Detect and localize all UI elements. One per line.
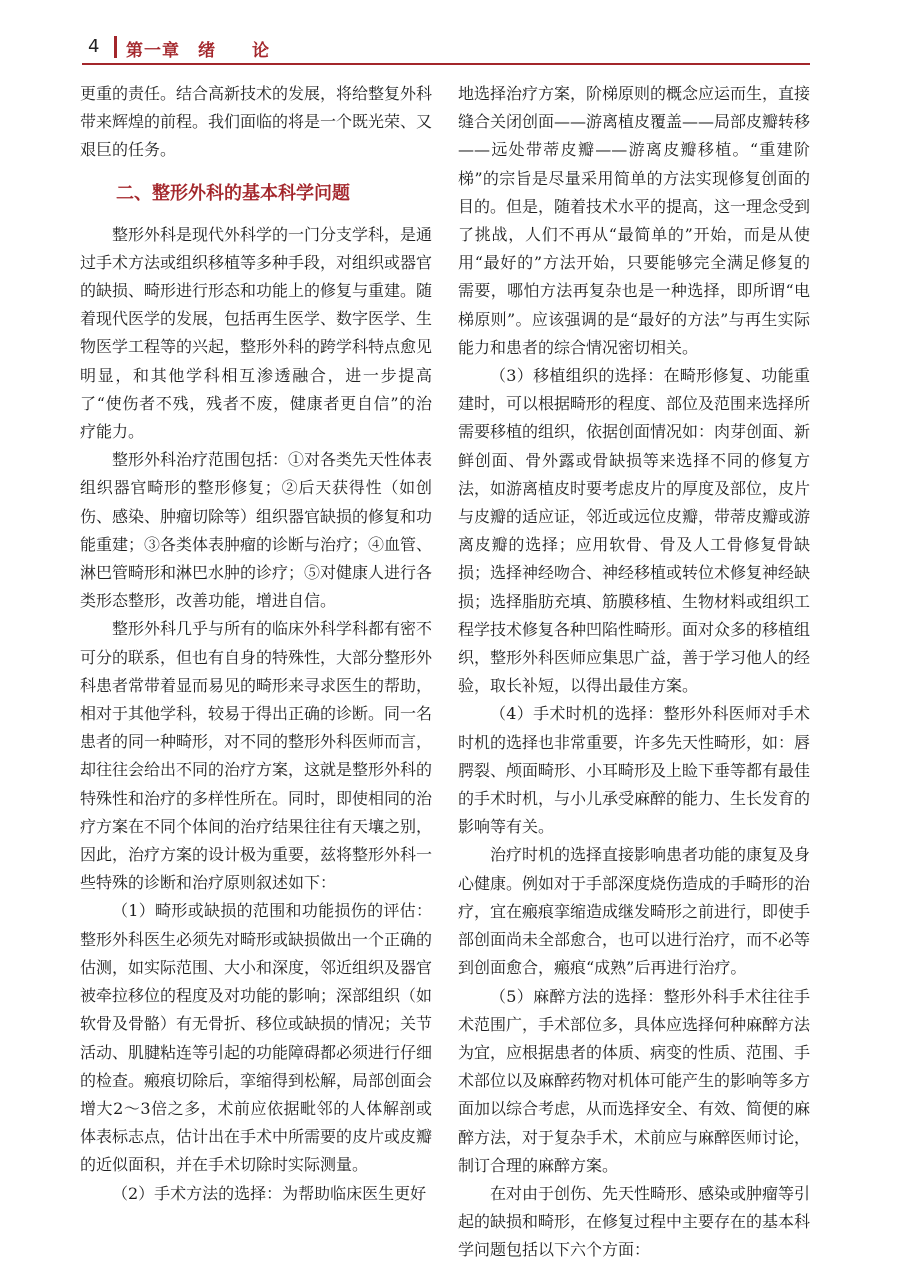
section-heading: 二、整形外科的基本科学问题 <box>116 182 350 204</box>
paragraph: 整形外科治疗范围包括：①对各类先天性体表组织器官畸形的整形修复；②后天获得性（如创伤、感染、肿瘤切除等）组织器官缺损的修复和功能重建；③各类体表肿瘤的诊断与治疗；④血管、淋巴管畸形和淋巴水肿的诊疗；⑤对健康人进行各类形态整形，改善功能，增进自信。 <box>80 450 433 611</box>
page-header <box>82 34 810 62</box>
left-column <box>80 80 432 1208</box>
chapter-title: 第一章 绪 论 <box>126 41 270 61</box>
paragraph: （2）手术方法的选择：为帮助临床医生更好 <box>112 1183 427 1203</box>
page-number: 4 <box>88 36 100 57</box>
paragraph: （5）麻醉方法的选择：整形外科手术往往手术范围广，手术部位多，具体应选择何种麻醉方法为宜，应根据患者的体质、病变的性质、范围、手术部位以及麻醉药物对机体可能产生的影响等多方面加以综合考虑，从而选择安全、有效、简便的麻醉方法，对于复杂手术，术前应与麻醉医师讨论，制订合理的麻醉方案。 <box>458 986 811 1175</box>
right-column <box>458 80 810 1265</box>
header-divider <box>114 36 117 58</box>
paragraph: 更重的责任。结合高新技术的发展，将给整复外科带来辉煌的前程。我们面临的将是一个既光荣、又艰巨的任务。 <box>80 84 433 160</box>
header-rule <box>82 63 810 65</box>
paragraph: 整形外科几乎与所有的临床外科学科都有密不可分的联系，但也有自身的特殊性，大部分整形外科患者常带着显而易见的畸形来寻求医生的帮助，相对于其他学科，较易于得出正确的诊断。同一名患者的同一种畸形，对不同的整形外科医师而言，却往往会给出不同的治疗方案，这就是整形外科的特殊性和治疗的多样性所在。同时，即使相同的治疗方案在不同个体间的治疗结果往往有天壤之别，因此，治疗方案的设计极为重要，兹将整形外科一些特殊的诊断和治疗原则叙述如下： <box>80 619 433 893</box>
paragraph: （1）畸形或缺损的范围和功能损伤的评估：整形外科医生必须先对畸形或缺损做出一个正确的估测，如实际范围、大小和深度，邻近组织及器官被牵拉移位的程度及对功能的影响；深部组织（如软骨及骨骼）有无骨折、移位或缺损的情况；关节活动、肌腱粘连等引起的功能障碍都必须进行仔细的检查。瘢痕切除后，挛缩得到松解，局部创面会增大2～3倍之多，术前应依据毗邻的人体解剖或体表标志点，估计出在手术中所需要的皮片或皮瓣的近似面积，并在手术切除时实际测量。 <box>80 901 433 1175</box>
paragraph: 地选择治疗方案，阶梯原则的概念应运而生，直接缝合关闭创面——游离植皮覆盖——局部皮瓣转移——远处带蒂皮瓣——游离皮瓣移植。“重建阶梯”的宗旨是尽量采用简单的方法实现修复创面的目的。但是，随着技术水平的提高，这一理念受到了挑战，人们不再从“最简单的”开始，而是从使用“最好的”方法开始，只要能够完全满足修复的需要，哪怕方法再复杂也是一种选择，即所谓“电梯原则”。应该强调的是“最好的方法”与再生实际能力和患者的综合情况密切相关。 <box>458 84 811 357</box>
paragraph: （4）手术时机的选择：整形外科医师对手术时机的选择也非常重要，许多先天性畸形，如：唇腭裂、颅面畸形、小耳畸形及上睑下垂等都有最佳的手术时机，与小儿承受麻醉的能力、生长发育的影响等有关。 <box>458 704 811 837</box>
paragraph: 整形外科是现代外科学的一门分支学科，是通过手术方法或组织移植等多种手段，对组织或器官的缺损、畸形进行形态和功能上的修复与重建。随着现代医学的发展，包括再生医学、数字医学、生物医学工程等的兴起，整形外科的跨学科特点愈见明显，和其他学科相互渗透融合，进一步提高了“使伤者不残，残者不废，健康者更自信”的治疗能力。 <box>80 224 433 442</box>
paragraph: 在对由于创伤、先天性畸形、感染或肿瘤等引起的缺损和畸形，在修复过程中主要存在的基本科学问题包括以下六个方面： <box>458 1183 811 1260</box>
paragraph: （3）移植组织的选择：在畸形修复、功能重建时，可以根据畸形的程度、部位及范围来选择所需要移植的组织，依据创面情况如：肉芽创面、新鲜创面、骨外露或骨缺损等来选择不同的修复方法，如游离植皮时要考虑皮片的厚度及部位，皮片与皮瓣的适应证，邻近或远位皮瓣，带蒂皮瓣或游离皮瓣的选择；应用软骨、骨及人工骨修复骨缺损；选择神经吻合、神经移植或转位术修复神经缺损；选择脂肪充填、筋膜移植、生物材料或组织工程学技术修复各种凹陷性畸形。面对众多的移植组织，整形外科医师应集思广益，善于学习他人的经验，取长补短，以得出最佳方案。 <box>458 366 811 696</box>
paragraph: 治疗时机的选择直接影响患者功能的康复及身心健康。例如对于手部深度烧伤造成的手畸形的治疗，宜在瘢痕挛缩造成继发畸形之前进行，即使手部创面尚未全部愈合，也可以进行治疗，而不必等到创面愈合，瘢痕“成熟”后再进行治疗。 <box>458 845 811 978</box>
